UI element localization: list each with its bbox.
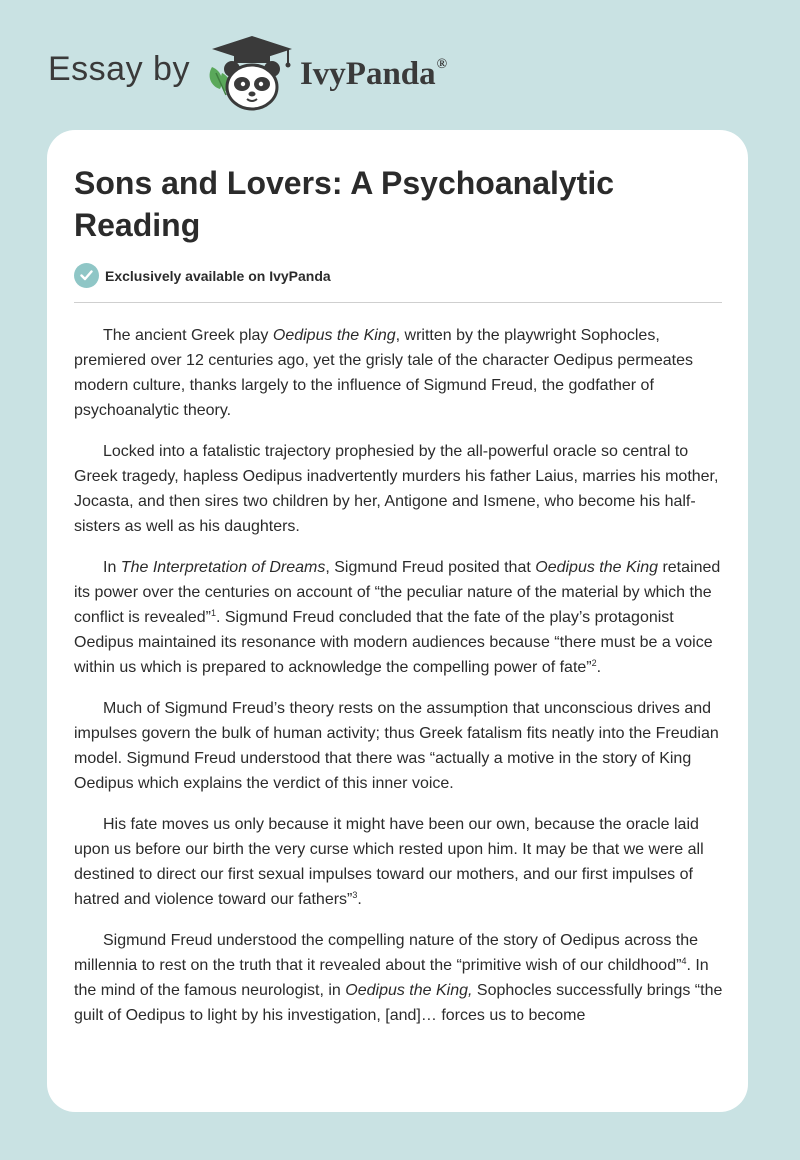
paragraph-1: The ancient Greek play Oedipus the King, written by the playwright Sophocles, premiered over 12 centuries ago, yet the grisly tale of the character Oedipus permeates modern culture, thanks largely to the influence of Sigmund Freud, the godfather of psychoanalytic theory. (74, 327, 693, 419)
essay-card (47, 130, 748, 1112)
essay-body (74, 323, 724, 1044)
check-icon (74, 263, 99, 288)
paragraph-4: Much of Sigmund Freud’s theory rests on the assumption that unconscious drives and impulses govern the bulk of human activity; thus Greek fatalism fits neatly into the Freudian model. Sigmund Freud understood that there was “actually a motive in the story of King Oedipus which explains the verdict of this inner voice. (74, 700, 719, 792)
exclusive-badge (74, 263, 331, 288)
brand-prefix: Essay by (48, 49, 190, 88)
paragraph-2: Locked into a fatalistic trajectory prophesied by the all-powerful oracle so central to Greek tragedy, hapless Oedipus inadvertently murders his father Laius, marries his mother, Jocasta, and then sires two children by her, Antigone and Ismene, who become his half-sisters as well as his daughters. (74, 443, 719, 535)
essay-title: Sons and Lovers: A Psychoanalytic Reading (74, 165, 615, 243)
title-divider (74, 302, 722, 303)
site-header (48, 28, 447, 118)
panda-logo-icon[interactable] (206, 33, 298, 113)
brand-name[interactable]: IvyPanda® (299, 55, 448, 92)
paragraph-6: Sigmund Freud understood the compelling nature of the story of Oedipus across the millennia to rest on the truth that it revealed about the “primitive wish of our childhood”$^4$. In the mind of the famous neurologist, in Oedipus the King, Sophocles successfully brings “the guilt of Oedipus to light by his investigation, [and]… forces us to become (74, 932, 723, 1024)
paragraph-3: In The Interpretation of Dreams, Sigmund Freud posited that Oedipus the King retained its power over the centuries on account of “the peculiar nature of the material by which the conflict is revealed”$^1$. Sigmund Freud concluded that the fate of the play’s protagonist Oedipus maintained its resonance with modern audiences because “there must be a voice within us which is prepared to acknowledge the compelling power of fate”$^2$. (74, 559, 721, 676)
footnote-marker[interactable]: 3 (352, 890, 358, 900)
footnote-marker[interactable]: 2 (591, 658, 597, 668)
exclusive-label: Exclusively available on IvyPanda (105, 267, 331, 284)
registered-mark: ® (436, 56, 448, 72)
footnote-marker[interactable]: 1 (210, 608, 216, 618)
footnote-marker[interactable]: 4 (681, 956, 687, 966)
paragraph-5: His fate moves us only because it might have been our own, because the oracle laid upon us before our birth the very curse which rested upon him. It may be that we were all destined to direct our first sexual impulses toward our mothers, and our first impulses of hatred and violence toward our fathers”$^3$. (74, 816, 704, 908)
